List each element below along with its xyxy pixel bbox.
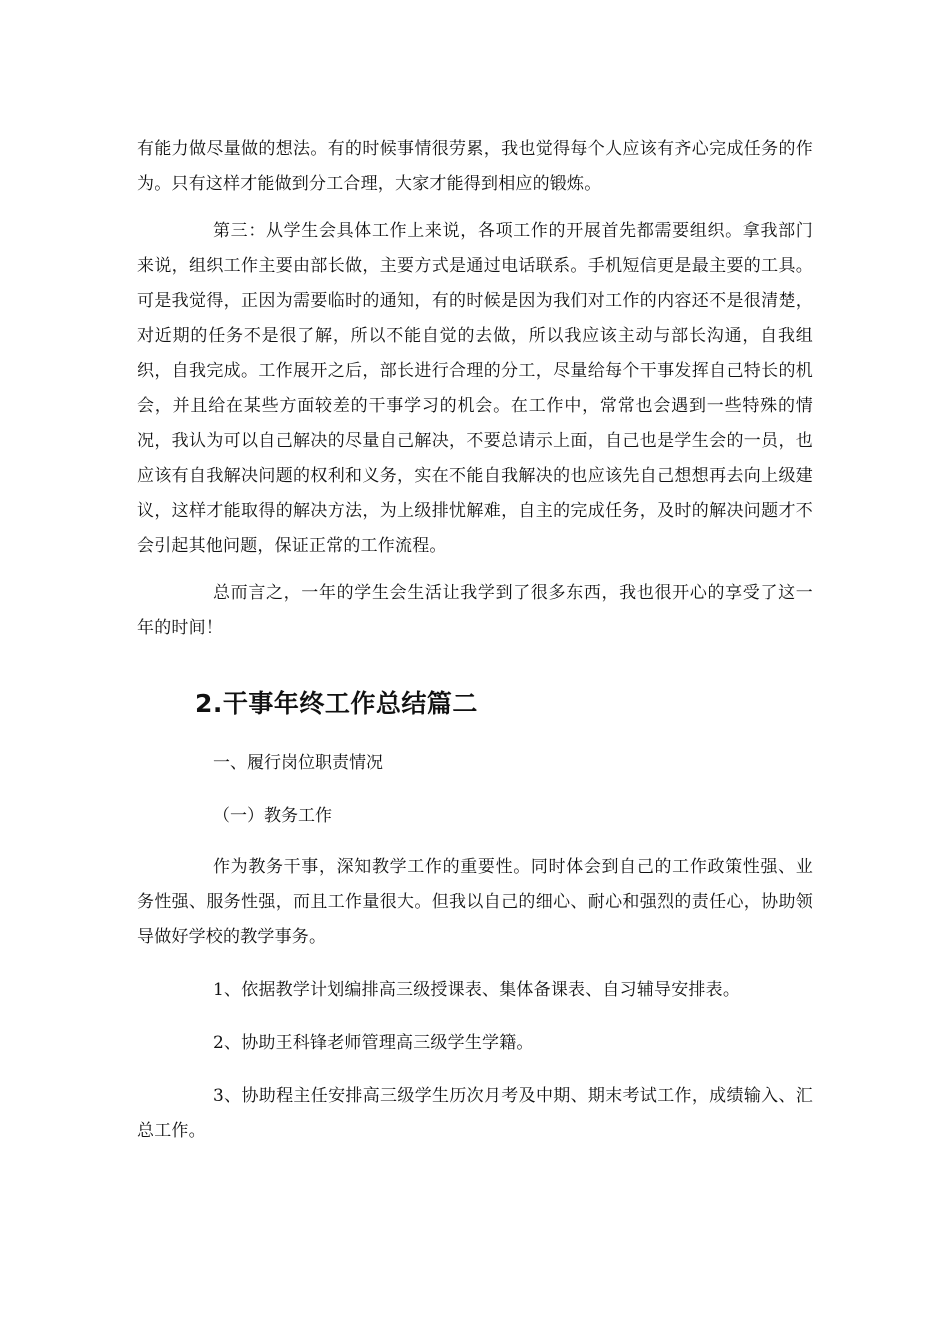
document-page (137, 132, 813, 1149)
section-title-duties: 一、履行岗位职责情况 (213, 753, 383, 773)
paragraph-continuation: 有能力做尽量做的想法。有的时候事情很劳累，我也觉得每个人应该有齐心完成任务的作为。只有这样才能做到分工合理，大家才能得到相应的锻炼。 (137, 139, 813, 194)
paragraph-intro: 作为教务干事，深知教学工作的重要性。同时体会到自己的工作政策性强、业务性强、服务性强，而且工作量很大。但我以自己的细心、耐心和强烈的责任心，协助领导做好学校的教学事务。 (137, 857, 813, 947)
list-item: 3、协助程主任安排高三级学生历次月考及中期、期末考试工作，成绩输入、汇总工作。 (137, 1086, 813, 1141)
list-item: 1、依据教学计划编排高三级授课表、集体备课表、自习辅导安排表。 (213, 980, 741, 1000)
subsection-title-academic: （一）教务工作 (213, 806, 332, 826)
list-item: 2、协助王科锋老师管理高三级学生学籍。 (213, 1033, 534, 1053)
paragraph-summary: 总而言之，一年的学生会生活让我学到了很多东西，我也很开心的享受了这一年的时间！ (137, 583, 813, 638)
section-heading: 2.干事年终工作总结篇二 (195, 689, 478, 718)
paragraph-third-point: 第三：从学生会具体工作上来说，各项工作的开展首先都需要组织。拿我部门来说，组织工作主要由部长做，主要方式是通过电话联系。手机短信更是最主要的工具。可是我觉得，正因为需要临时的通知，有的时候是因为我们对工作的内容还不是很清楚，对近期的任务不是很了解，所以不能自觉的去做，所以我应该主动与部长沟通，自我组织，自我完成。工作展开之后，部长进行合理的分工，尽量给每个干事发挥自己特长的机会，并且给在某些方面较差的干事学习的机会。在工作中，常常也会遇到一些特殊的情况，我认为可以自己解决的尽量自己解决，不要总请示上面，自己也是学生会的一员，也应该有自我解决问题的权利和义务，实在不能自我解决的也应该先自己想想再去向上级建议，这样才能取得的解决方法，为上级排忧解难，自主的完成任务，及时的解决问题才不会引起其他问题，保证正常的工作流程。 (137, 221, 813, 556)
